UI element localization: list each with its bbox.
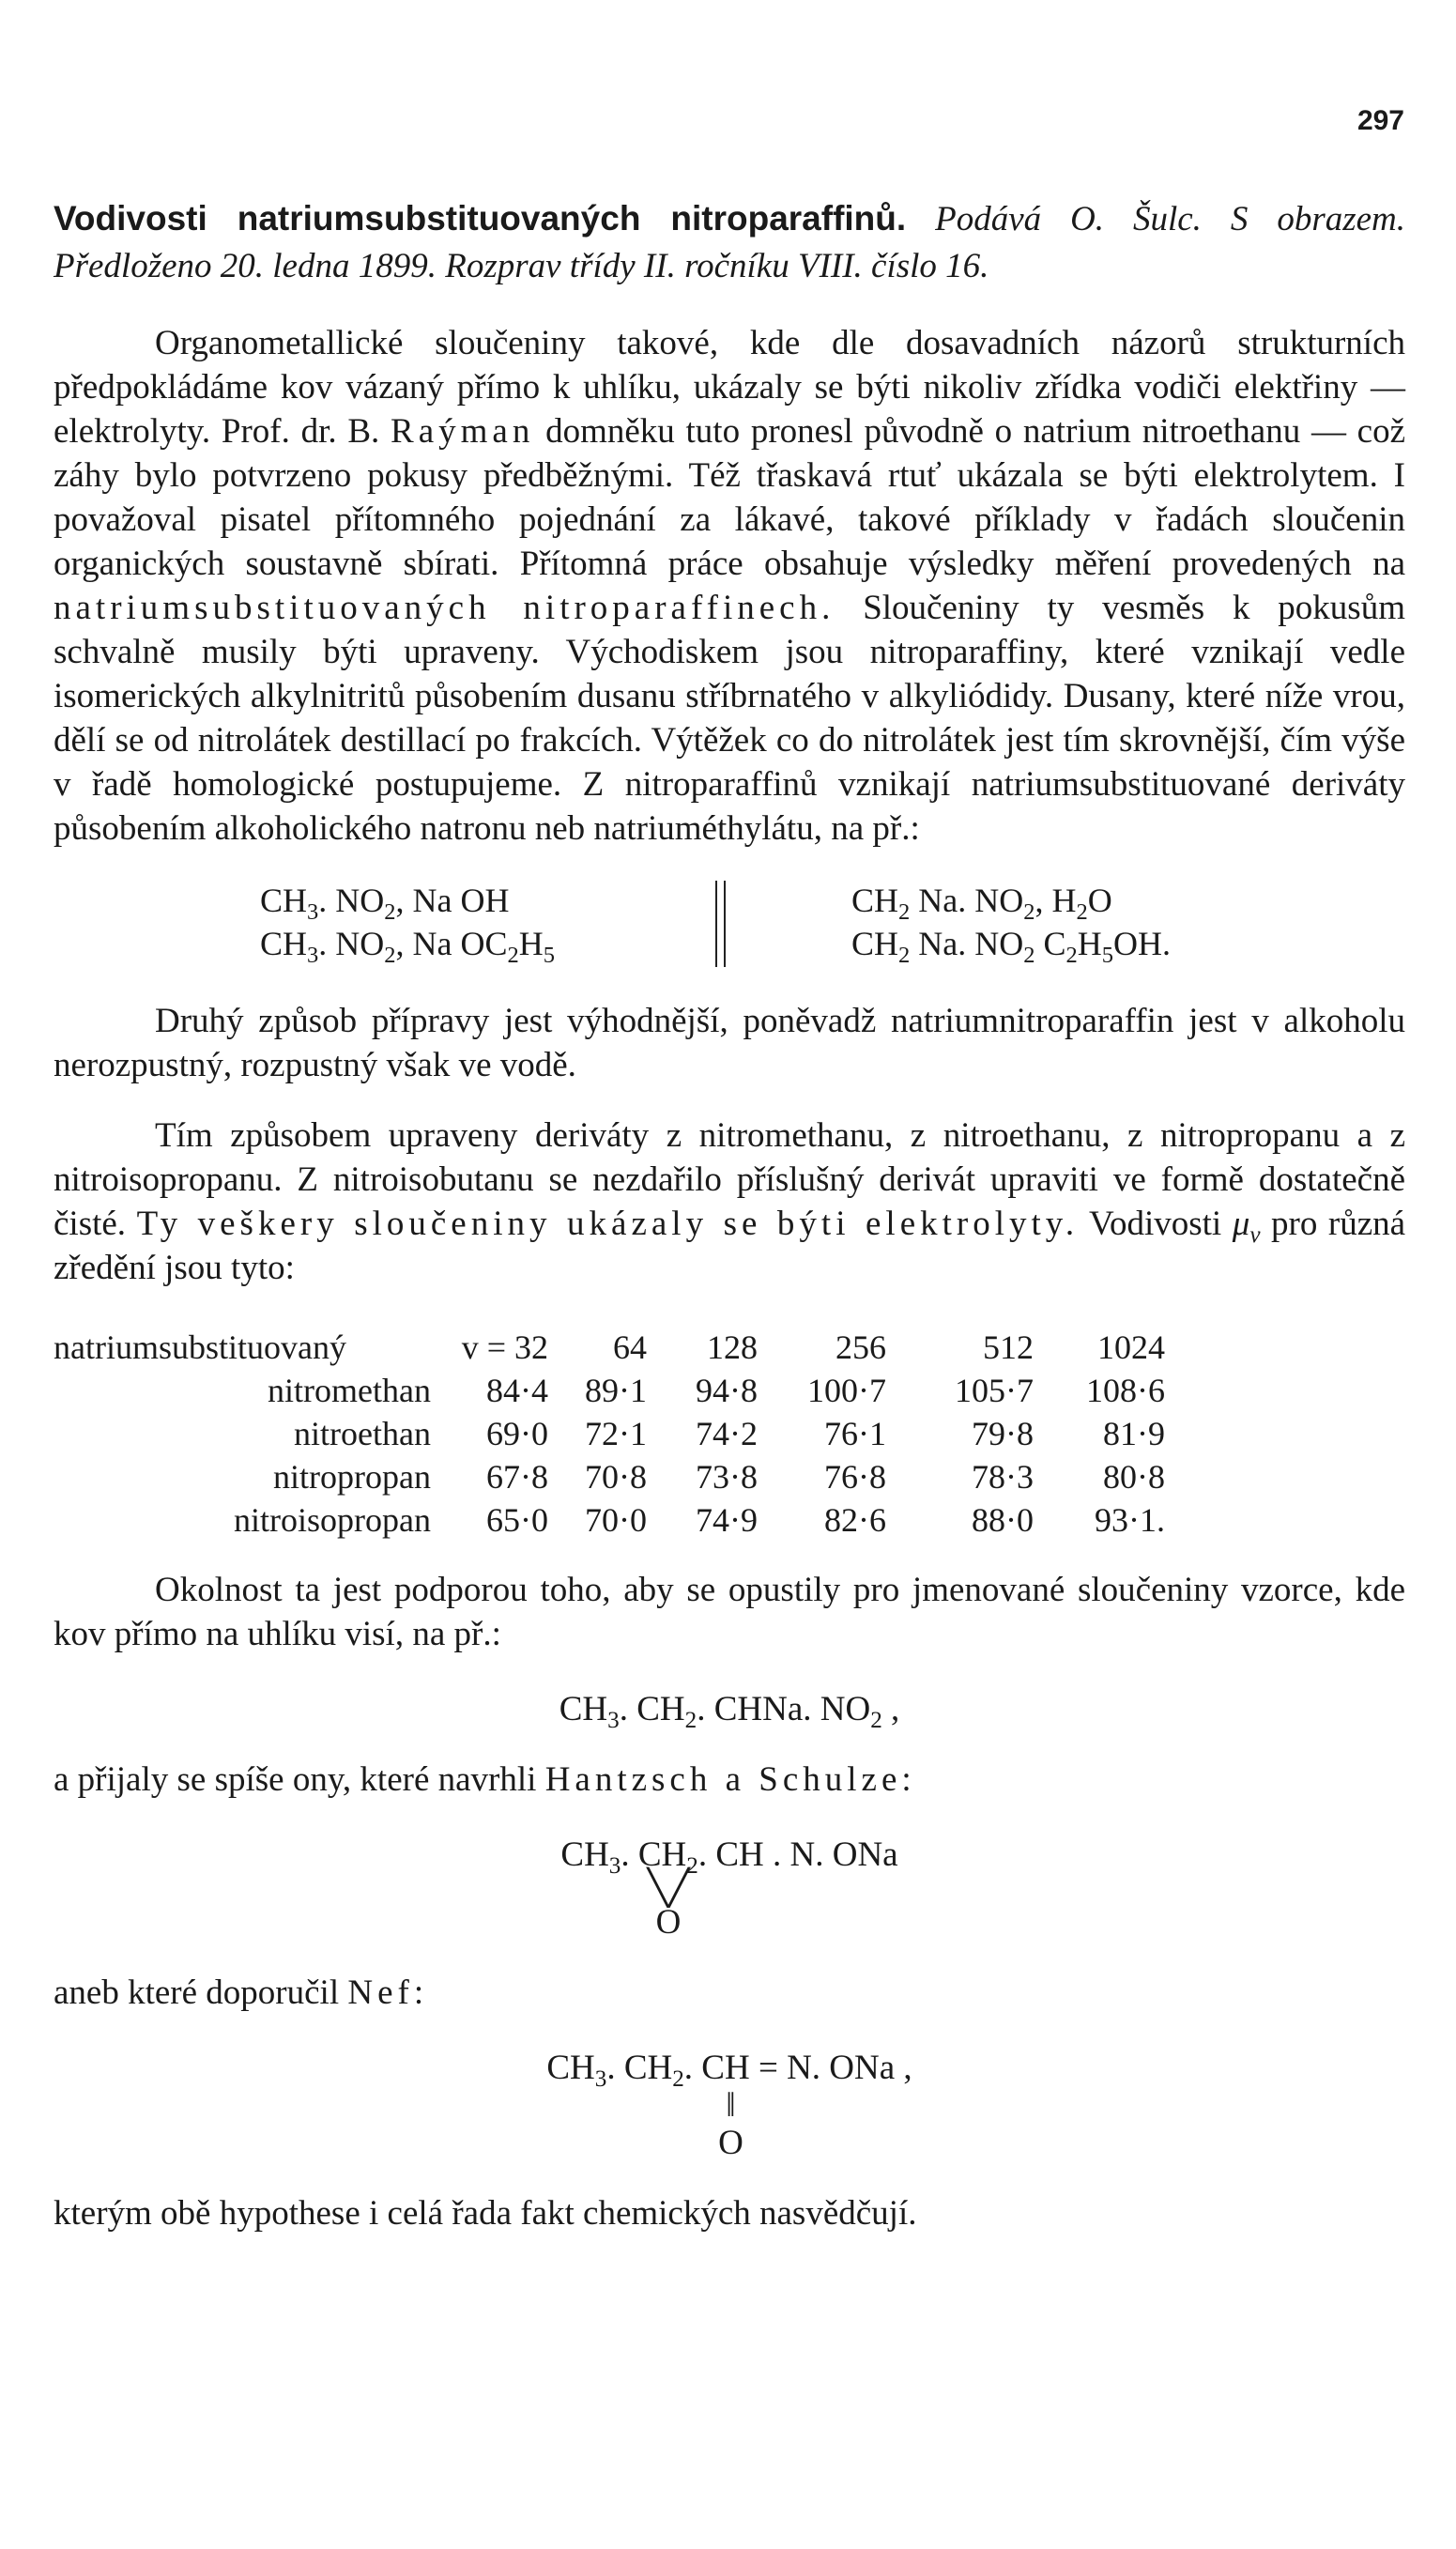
table-cell: 93·1. (1095, 1501, 1165, 1539)
table-cell: 70·8 (585, 1458, 647, 1496)
name-rayman: Raýman (391, 412, 535, 451)
article-title (54, 195, 1405, 290)
formula-pair (54, 879, 1405, 973)
paragraph-hantzsch: a přijaly se spíše ony, které navrhli Hantzsch a Schulze: (54, 1760, 912, 1799)
emphasis-electrolytes: Ty veškery sloučeniny ukázaly se býti elektrolyty. (136, 1205, 1080, 1243)
table-cell: 100·7 (807, 1372, 886, 1409)
table-row-label: nitromethan (268, 1372, 431, 1409)
paragraph-intro-a: Organometallické sloučeniny takové, kde dle dosavadních názorů strukturních předpokládáme kov vázaný přímo k uhlíku, ukázaly se býti nikoliv zřídka vodiči elektřiny — elektrolyty. Prof. dr. B. (54, 324, 1405, 451)
formula-left-line2: $CH_3$. $NO_2$, Na $OC_2H_5$ (260, 925, 555, 968)
paragraph-nef: aneb které doporučil Nef: (54, 1973, 424, 2012)
table-row (54, 1412, 1165, 1455)
paragraph-circumstance: Okolnost ta jest podporou toho, aby se opustily pro jmenované sloučeniny vzorce, kde kov přímo na uhlíku visí, na př.: (54, 1571, 1405, 1653)
table-cell: 76·8 (824, 1458, 886, 1496)
paragraph-intro (54, 321, 1405, 851)
table-cell: 105·7 (955, 1372, 1034, 1409)
table-row (54, 1498, 1165, 1542)
article (54, 195, 1405, 2235)
formula-divider (715, 881, 726, 967)
table-cell: 88·0 (972, 1501, 1034, 1539)
table-cell: 80·8 (1103, 1458, 1165, 1496)
formula-nef-oxygen: O (718, 2124, 743, 2162)
symbol-mu: $\mu_v$ (1232, 1205, 1261, 1249)
paragraph-hantzsch-a: a přijaly se spíše ony, které navrhli (54, 1760, 537, 1799)
formula-left-line1: $CH_3$. $NO_2$, Na OH (260, 882, 510, 925)
table-header-row (54, 1326, 1165, 1369)
formula-hantzsch-main: $CH_3$. $CH_2$. CH . N. ONa (560, 1835, 898, 1880)
table-cell: 65·0 (486, 1501, 548, 1539)
table-header-label: natriumsubstituovaný (54, 1328, 346, 1366)
page-number: 297 (1356, 105, 1404, 136)
table-cell: 74·9 (696, 1501, 758, 1539)
table-row-label: nitroethan (294, 1415, 431, 1452)
table-cell: 94·8 (696, 1372, 758, 1409)
paragraph-method: Druhý způsob přípravy jest výhodnější, poněvadž natriumnitroparaffin jest v alkoholu nerozpustný, rozpustný však ve vodě. (54, 1002, 1405, 1084)
table-row (54, 1369, 1165, 1412)
table-cell: 84·4 (486, 1372, 548, 1409)
table-cell: 82·6 (824, 1501, 886, 1539)
paragraph-intro-b: domněku tuto pronesl původně o natrium nitroethanu — což záhy bylo potvrzeno pokusy předběžnými. Též třaskavá rtuť ukázala se býti elektrolytem. I považoval pisatel přítomného pojednání za lákavé, takové příklady v řadách sloučenin organických soustavně sbírati. Přítomná práce obsahuje výsledky měření provedených na (54, 412, 1406, 583)
formula-hantzsch-bond: ╲╱ (647, 1869, 690, 1908)
paragraph-derivatives-c: pro různá zředění jsou tyto: (54, 1205, 1406, 1287)
table-cell: 76·1 (824, 1415, 886, 1452)
title-byline: Podává O. Šulc. S obrazem. Předloženo 20. ledna 1899. Rozprav třídy II. ročníku VIII. číslo 16. (54, 200, 1406, 285)
title-bold: Vodivosti natriumsubstituovaných nitroparaffinů. (54, 199, 907, 238)
table-cell: 69·0 (486, 1415, 548, 1452)
table-header-cell: 64 (613, 1328, 647, 1366)
formula-right-line1: $CH_2$ Na. $NO_2$, $H_2O$ (851, 882, 1112, 925)
table-row-label: nitropropan (273, 1458, 431, 1496)
table-header-cell: 1024 (1097, 1328, 1165, 1366)
formula-hantzsch-schulze (54, 1834, 1405, 1944)
conductivity-table (54, 1326, 1165, 1542)
formula-hantzsch-oxygen: O (655, 1903, 682, 1942)
formula-metal-carbon: $CH_3$. $CH_2$. CHNa. $NO_2$ , (559, 1690, 900, 1734)
paragraph-nef-a: aneb které doporučil (54, 1973, 340, 2012)
table-cell: 79·8 (972, 1415, 1034, 1452)
emphasis-natrium: natriumsubstituovaných nitroparaffinech. (54, 589, 835, 627)
formula-nef-main: $CH_3$. $CH_2$. CH = N. ONa , (546, 2049, 912, 2093)
table-cell: 89·1 (585, 1372, 647, 1409)
formula-right (851, 879, 1171, 968)
table-cell: 72·1 (585, 1415, 647, 1452)
paragraph-derivatives-b: Vodivosti (1089, 1205, 1222, 1243)
paragraph-derivatives (54, 1113, 1405, 1290)
table-header-cell: v = 32 (461, 1328, 548, 1366)
paragraph-intro-c: Sloučeniny ty vesměs k pokusům schvalně musily býti upraveny. Východiskem jsou nitroparaffiny, které vznikají vedle isomerických alkylnitritů působením dusanu stříbrnatého v alkyliódidy. Dusany, které níže vrou, dělí se od nitrolátek destillací po frakcích. Výtěžek co do nitrolátek jest tím skrovnější, čím výše v řadě homologické postupujeme. Z nitroparaffinů vznikají natriumsubstituované deriváty působením alkoholického natronu neb natriuméthylátu, na př.: (54, 589, 1405, 848)
formula-nef (54, 2047, 1405, 2165)
paragraph-conclusion: kterým obě hypothese i celá řada fakt chemických nasvědčují. (54, 2194, 917, 2233)
name-nef: Nef (347, 1973, 414, 2012)
table-row-label: nitroisopropan (234, 1501, 431, 1539)
table-cell: 67·8 (486, 1458, 548, 1496)
formula-right-line2: $CH_2$ Na. $NO_2$ $C_2H_5OH$. (851, 925, 1171, 968)
formula-left (260, 879, 555, 968)
table-header-cell: 256 (835, 1328, 886, 1366)
table-header-cell: 512 (983, 1328, 1034, 1366)
table-cell: 74·2 (696, 1415, 758, 1452)
table-cell: 81·9 (1103, 1415, 1165, 1452)
table-header-cell: 128 (707, 1328, 758, 1366)
table-cell: 78·3 (972, 1458, 1034, 1496)
table-cell: 73·8 (696, 1458, 758, 1496)
names-hantzsch-schulze: Hantzsch a Schulze (544, 1760, 902, 1799)
paragraph-derivatives-a: Tím způsobem upraveny deriváty z nitromethanu, z nitroethanu, z nitropropanu a z nitroisopropanu. Z nitroisobutanu se nezdařilo příslušný derivát upraviti ve formě dostatečně čisté. (54, 1116, 1405, 1243)
table-cell: 70·0 (585, 1501, 647, 1539)
table-row (54, 1455, 1165, 1498)
table-cell: 108·6 (1086, 1372, 1165, 1409)
formula-nef-bond: ‖ (726, 2086, 736, 2125)
